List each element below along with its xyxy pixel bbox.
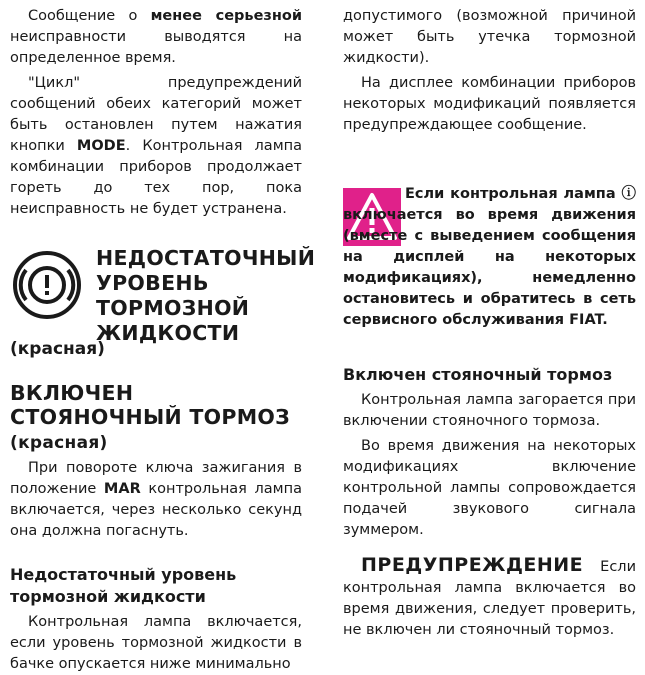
brake-fluid-title-block [96, 246, 316, 346]
low-fluid-subtitle: Недостаточный уровень тормозной жидкости [10, 565, 237, 606]
parking-title: ВКЛЮЧЕН СТОЯНОЧНЫЙ ТОРМОЗ (красная) [10, 381, 291, 453]
right-column [343, 6, 636, 638]
warning-text: Если контрольная лампа ⓘ включается во время движения (вместе с выведением сообщения на дисплей на некоторых модификациях), немедленно остановитесь и обратитесь в сеть сервисного обслуживания FIAT. [343, 186, 636, 328]
parking-text-2: Во время движения на некоторых модификациях включение контрольной лампы сопровождается подачей звукового сигнала зуммером. [343, 438, 636, 538]
paragraph-cycle: "Цикл" предупреждений сообщений обеих категорий может быть остановлен путем нажатия кнопки MODE. Контрольная лампа комбинации приборов продолжает гореть до тех пор, пока неисправность не будет устранена. [10, 75, 302, 217]
parking-text: При повороте ключа зажигания в положение MAR контрольная лампа включается, через несколько секунд она должна погаснуть. [10, 460, 302, 539]
parking-subtitle: Включен стояночный тормоз [343, 365, 613, 384]
parking-color: (красная) [10, 433, 108, 453]
paragraph-minor-fault: Сообщение о менее серьезной неисправности выводятся на определенное время. [10, 8, 302, 66]
caution-paragraph: ПРЕДУПРЕЖДЕНИЕ Если контрольная лампа включается во время движения, следует проверить, не включен ли стояночный тормоз. [343, 554, 636, 638]
low-fluid-text: Контрольная лампа включается, если уровень тормозной жидкости в бачке опускается ниже минимально [10, 614, 302, 672]
brake-warning-icon [10, 248, 84, 322]
paragraph-display: На дисплее комбинации приборов некоторых модификаций появляется предупреждающее сообщение. [343, 75, 636, 133]
caution-title: ПРЕДУПРЕЖДЕНИЕ [361, 554, 584, 576]
parking-section [10, 381, 302, 675]
brake-inline-icon: ⓘ [621, 186, 636, 202]
parking-right-section [343, 364, 636, 641]
left-column [10, 6, 316, 672]
brake-fluid-title: НЕДОСТАТОЧНЫЙ УРОВЕНЬ ТОРМОЗНОЙ ЖИДКОСТИ [96, 246, 316, 345]
paragraph-continued: допустимого (возможной причиной может быть утечка тормозной жидкости). [343, 8, 636, 66]
brake-fluid-color: (красная) [10, 339, 105, 359]
parking-text-1: Контрольная лампа загорается при включении стояночного тормоза. [343, 392, 636, 429]
